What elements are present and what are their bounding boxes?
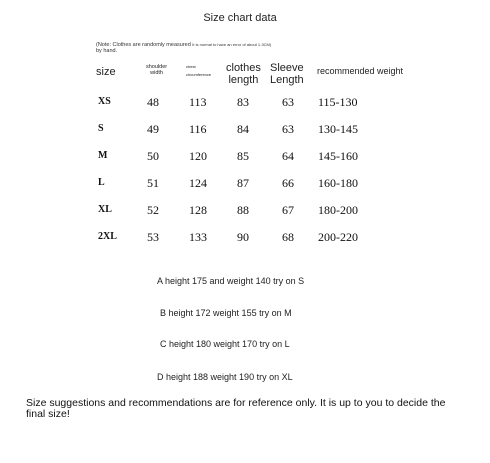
try-on-example-b: B height 172 weight 155 try on M xyxy=(160,308,292,318)
footer-disclaimer: Size suggestions and recommendations are for reference only. It is up to you to decide the final size! xyxy=(26,397,446,420)
cell-size: L xyxy=(98,177,105,188)
measurement-note xyxy=(96,42,271,54)
cell-chest: 124 xyxy=(189,176,207,190)
header-chest-line-1: chest xyxy=(186,64,196,69)
cell-length: 90 xyxy=(237,230,249,244)
cell-shoulder: 50 xyxy=(147,149,159,163)
cell-chest: 128 xyxy=(189,203,207,217)
header-shoulder-width xyxy=(146,64,167,76)
try-on-example-a: A height 175 and weight 140 try on S xyxy=(157,276,305,286)
cell-weight: 160-180 xyxy=(318,176,358,190)
cell-shoulder: 49 xyxy=(147,122,159,136)
note-line-2: by hand. xyxy=(96,48,118,54)
try-on-example-c: C height 180 weight 170 try on L xyxy=(160,339,290,349)
cell-shoulder: 48 xyxy=(147,95,159,109)
header-chest-line-2: circumference xyxy=(186,72,212,77)
cell-weight: 180-200 xyxy=(318,203,358,217)
note-line-1-small: It is normal to have an error of about 1-3CM) xyxy=(192,42,272,47)
cell-weight: 130-145 xyxy=(318,122,358,136)
header-recommended-weight: recommended weight xyxy=(317,66,404,76)
header-clothes-line-1: clothes xyxy=(226,62,261,74)
header-shoulder-line-1: shoulder xyxy=(146,64,168,70)
cell-sleeve: 64 xyxy=(282,149,294,163)
cell-sleeve: 67 xyxy=(282,203,294,217)
cell-weight: 200-220 xyxy=(318,230,358,244)
cell-size: XS xyxy=(98,96,111,107)
cell-size: 2XL xyxy=(98,231,117,242)
cell-weight: 115-130 xyxy=(318,95,358,109)
header-sleeve-line-1: Sleeve xyxy=(270,62,304,74)
header-shoulder-line-2: width xyxy=(150,70,163,76)
cell-shoulder: 51 xyxy=(147,176,159,190)
page-title: Size chart data xyxy=(203,12,277,24)
cell-chest: 113 xyxy=(189,95,207,109)
try-on-example-d: D height 188 weight 190 try on XL xyxy=(157,372,293,382)
cell-size: S xyxy=(98,123,104,134)
header-size: size xyxy=(96,66,116,78)
header-clothes-line-2: length xyxy=(228,74,259,86)
header-chest xyxy=(186,63,211,79)
cell-length: 87 xyxy=(237,176,249,190)
cell-length: 84 xyxy=(237,122,249,136)
cell-shoulder: 52 xyxy=(147,203,159,217)
cell-chest: 120 xyxy=(189,149,207,163)
cell-sleeve: 66 xyxy=(282,176,294,190)
cell-length: 83 xyxy=(237,95,249,109)
header-sleeve-line-2: Length xyxy=(270,74,304,86)
cell-weight: 145-160 xyxy=(318,149,358,163)
cell-length: 88 xyxy=(237,203,249,217)
header-sleeve-length xyxy=(270,62,304,86)
cell-size: M xyxy=(98,150,108,161)
cell-chest: 133 xyxy=(189,230,207,244)
cell-sleeve: 63 xyxy=(282,122,294,136)
note-line-1: (Note: Clothes are randomly measured xyxy=(96,42,191,48)
cell-sleeve: 63 xyxy=(282,95,294,109)
header-clothes-length xyxy=(226,62,261,86)
cell-shoulder: 53 xyxy=(147,230,159,244)
cell-size: XL xyxy=(98,204,112,215)
cell-chest: 116 xyxy=(189,122,207,136)
cell-length: 85 xyxy=(237,149,249,163)
cell-sleeve: 68 xyxy=(282,230,294,244)
